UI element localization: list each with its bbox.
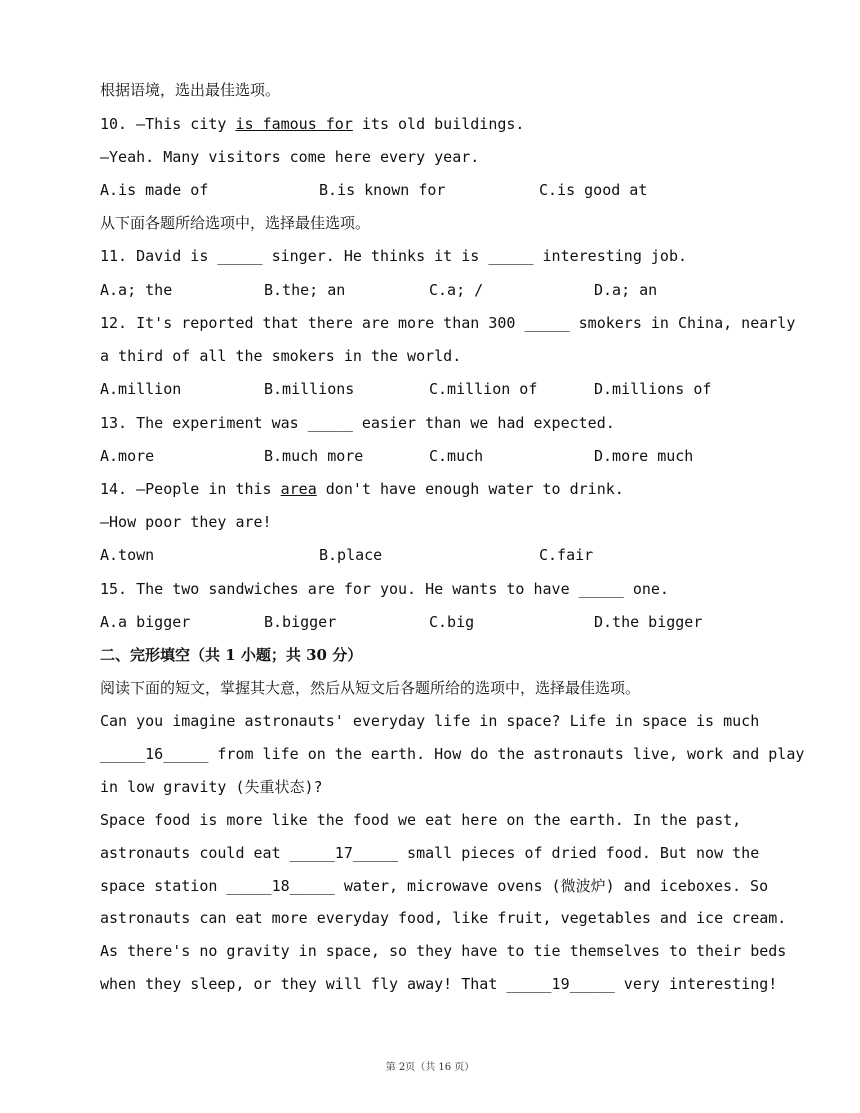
question-14-reply: —How poor they are! xyxy=(100,513,272,531)
passage-line: astronauts could eat _____17_____ small pieces of dried food. But now the xyxy=(100,844,760,862)
passage-line: As there's no gravity in space, so they have to tie themselves to their beds xyxy=(100,942,787,960)
option-d[interactable]: D.more much xyxy=(594,447,694,465)
option-b[interactable]: B.the; an xyxy=(264,281,346,299)
option-d[interactable]: D.a; an xyxy=(594,281,658,299)
passage-line: Space food is more like the food we eat here on the earth. In the past, xyxy=(100,811,742,829)
option-b[interactable]: B.bigger xyxy=(264,613,337,631)
option-c[interactable]: C.big xyxy=(429,613,475,631)
option-a[interactable]: A.million xyxy=(100,380,182,398)
underlined-word: area xyxy=(280,480,317,498)
part-2-heading: 二、完形填空（共 1 小题；共 30 分） xyxy=(100,646,363,664)
option-a[interactable]: A.a bigger xyxy=(100,613,191,631)
option-d[interactable]: D.millions of xyxy=(594,380,712,398)
option-c[interactable]: C.million of xyxy=(429,380,538,398)
passage-line: Can you imagine astronauts' everyday life in space? Life in space is much xyxy=(100,712,760,730)
option-c[interactable]: C.is good at xyxy=(539,181,648,199)
option-a[interactable]: A.is made of xyxy=(100,181,209,199)
question-12-line-1: 12. It's reported that there are more than 300 _____ smokers in China, nearly xyxy=(100,314,796,332)
passage-line: _____16_____ from life on the earth. How do the astronauts live, work and play xyxy=(100,745,805,763)
option-b[interactable]: B.is known for xyxy=(319,181,446,199)
page-footer: 第 2页（共 16 页） xyxy=(385,1062,475,1073)
question-14: 14. —People in this area don't have enough water to drink. xyxy=(100,480,624,498)
option-b[interactable]: B.millions xyxy=(264,380,355,398)
option-b[interactable]: B.much more xyxy=(264,447,364,465)
option-a[interactable]: A.town xyxy=(100,546,155,564)
question-10-reply: —Yeah. Many visitors come here every year. xyxy=(100,148,480,166)
option-a[interactable]: A.more xyxy=(100,447,155,465)
passage-line: when they sleep, or they will fly away! That _____19_____ very interesting! xyxy=(100,975,778,993)
question-10: 10. —This city is famous for its old buildings. xyxy=(100,115,525,133)
question-11: 11. David is _____ singer. He thinks it is _____ interesting job. xyxy=(100,247,687,265)
option-d[interactable]: D.the bigger xyxy=(594,613,703,631)
part-2-instruction: 阅读下面的短文，掌握其大意，然后从短文后各题所给的选项中，选择最佳选项。 xyxy=(100,679,641,697)
option-a[interactable]: A.a; the xyxy=(100,281,173,299)
passage-line: in low gravity (失重状态)? xyxy=(100,778,323,796)
question-13: 13. The experiment was _____ easier than we had expected. xyxy=(100,414,615,432)
section-instruction: 根据语境，选出最佳选项。 xyxy=(100,81,281,99)
option-c[interactable]: C.much xyxy=(429,447,484,465)
section-instruction-2: 从下面各题所给选项中，选择最佳选项。 xyxy=(100,214,371,232)
question-15: 15. The two sandwiches are for you. He wants to have _____ one. xyxy=(100,580,669,598)
passage-line: astronauts can eat more everyday food, like fruit, vegetables and ice cream. xyxy=(100,909,787,927)
option-c[interactable]: C.fair xyxy=(539,546,594,564)
question-12-line-2: a third of all the smokers in the world. xyxy=(100,347,462,365)
option-b[interactable]: B.place xyxy=(319,546,383,564)
passage-line: space station _____18_____ water, microwave ovens (微波炉) and iceboxes. So xyxy=(100,877,769,895)
underlined-phrase: is famous for xyxy=(235,115,353,133)
option-c[interactable]: C.a; / xyxy=(429,281,484,299)
